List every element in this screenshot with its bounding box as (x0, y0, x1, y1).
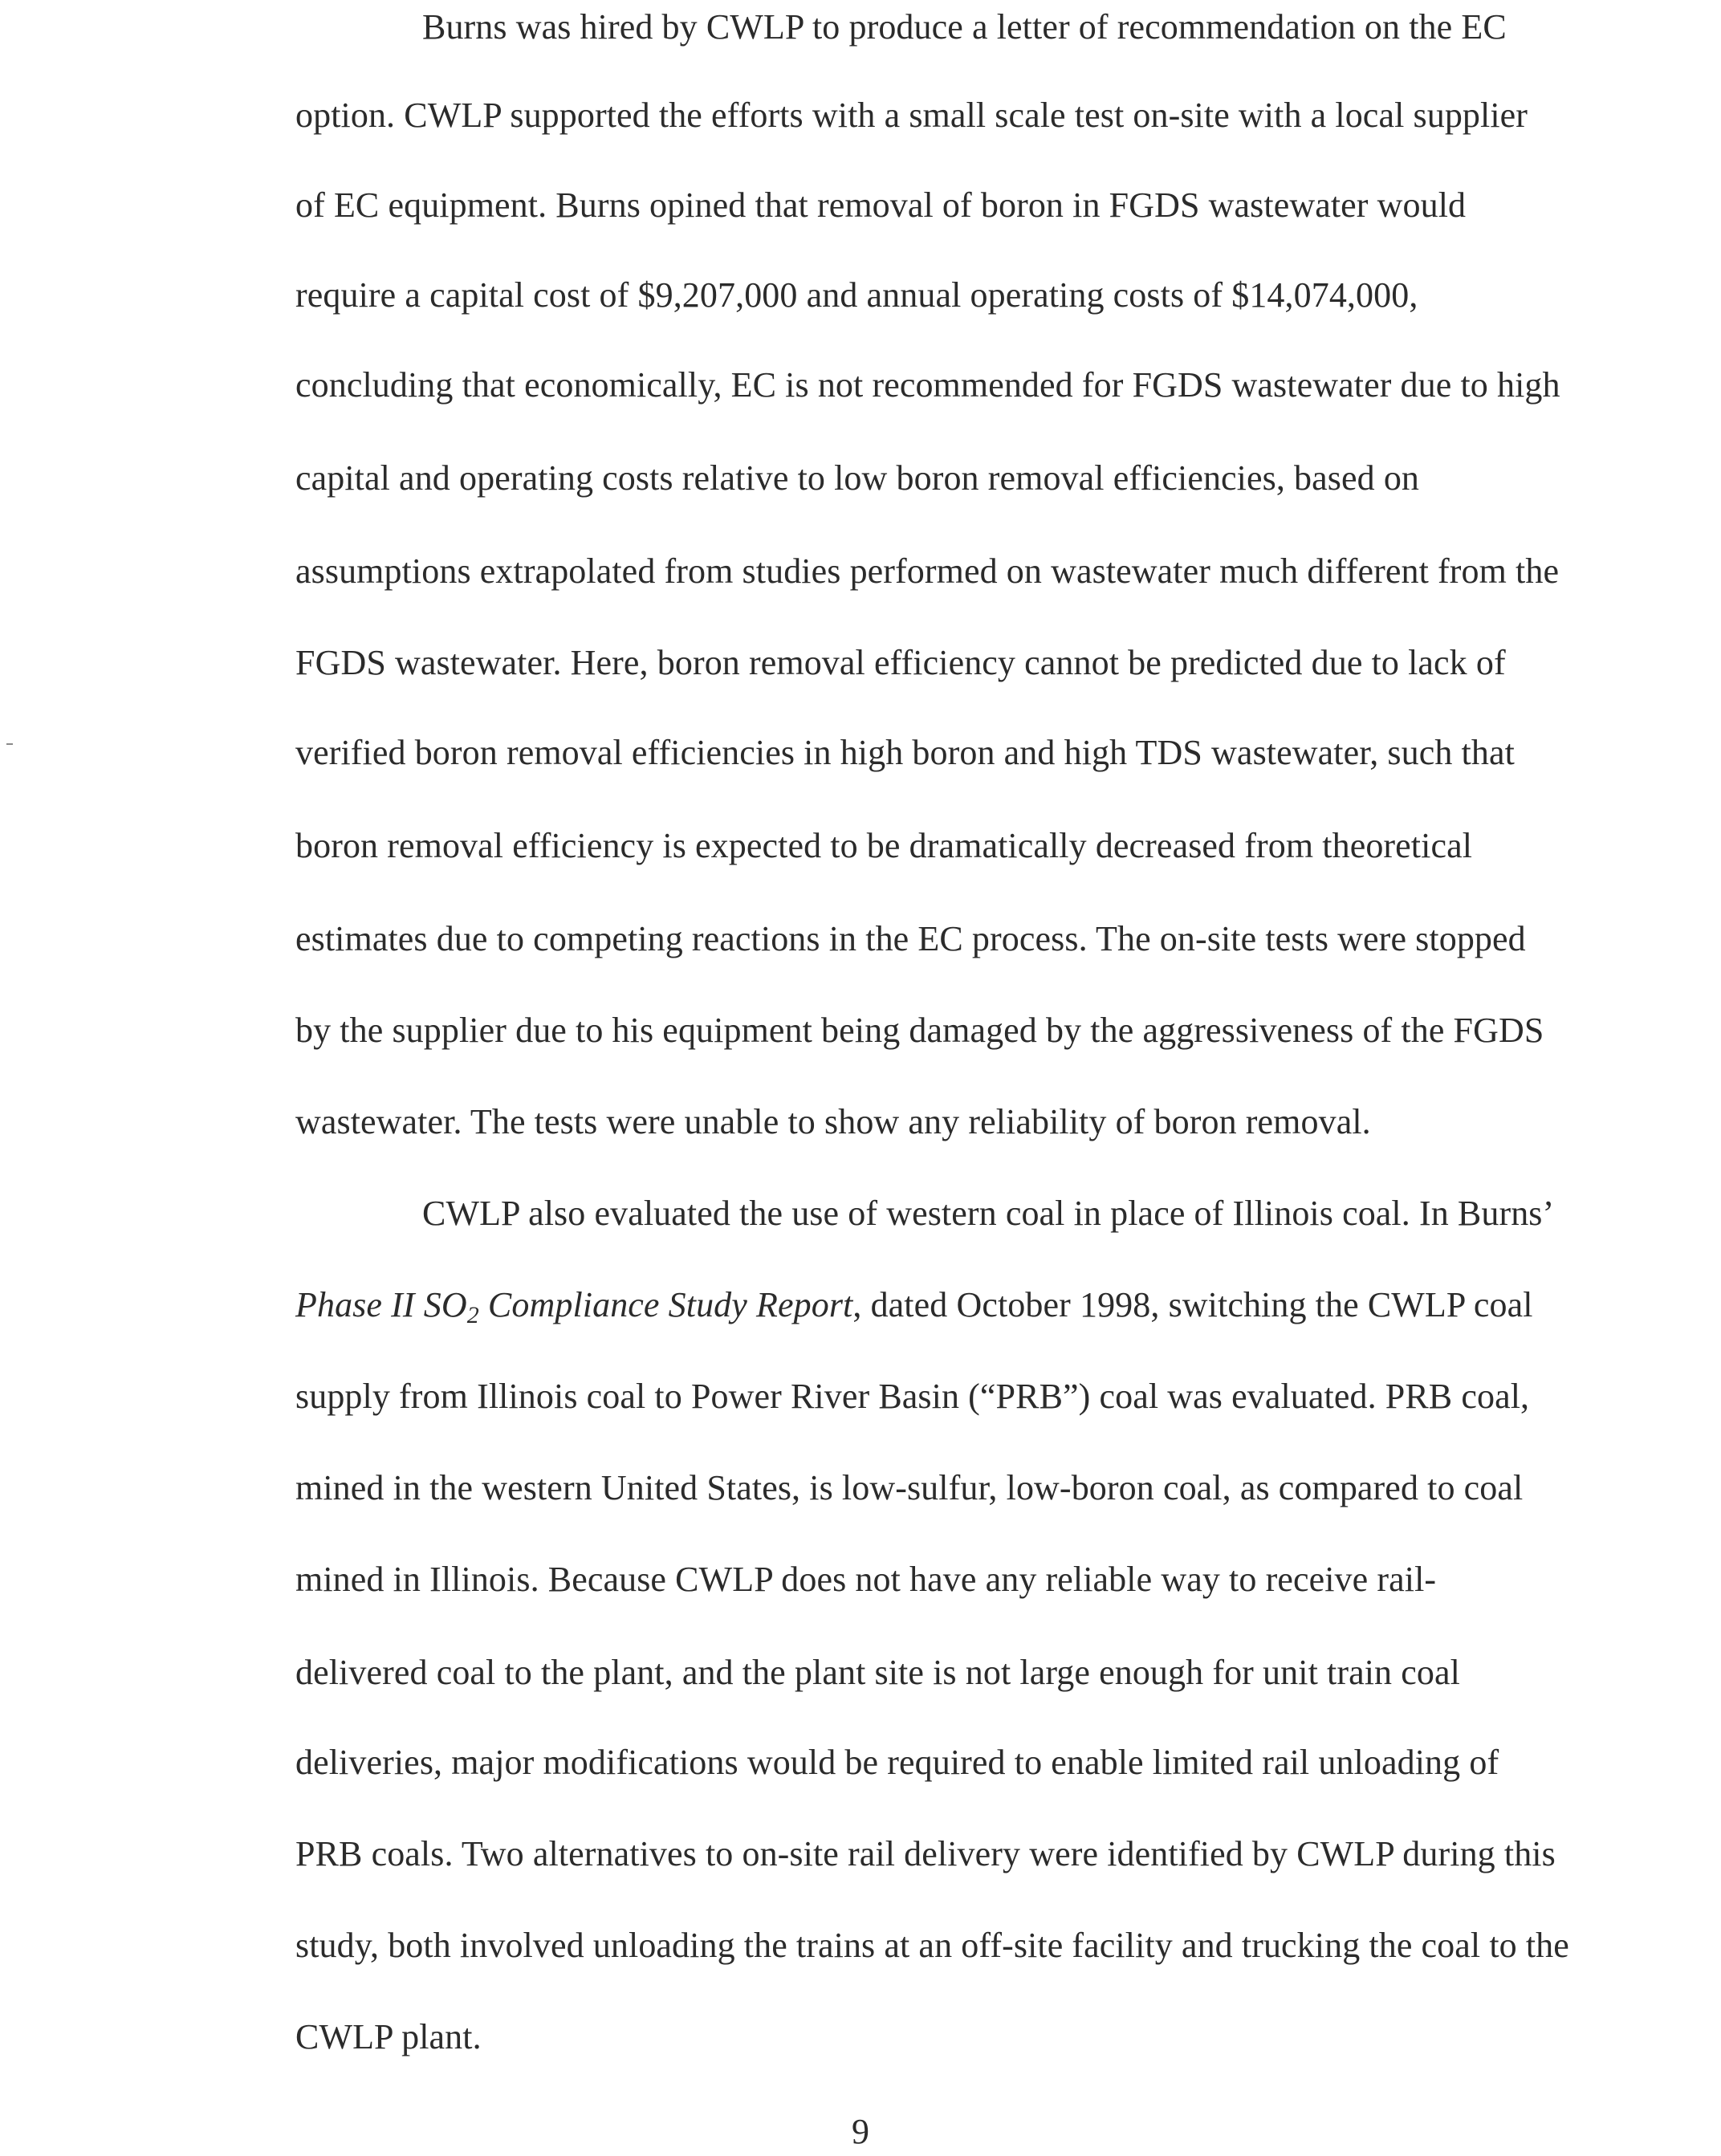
paragraph-2-line-2 (295, 1281, 1533, 1329)
paragraph-1-line-2: option. CWLP supported the efforts with a small scale test on-site with a local supplier (295, 96, 1528, 135)
paragraph-2-line-1: CWLP also evaluated the use of western coal in place of Illinois coal. In Burns’ (422, 1194, 1555, 1233)
paragraph-2-line-7: deliveries, major modifications would be required to enable limited rail unloading of (295, 1743, 1499, 1782)
paragraph-1-line-10: boron removal efficiency is expected to be dramatically decreased from theoretical (295, 826, 1473, 865)
paragraph-2-line-6: delivered coal to the plant, and the plant site is not large enough for unit train coal (295, 1653, 1460, 1692)
paragraph-1-line-1: Burns was hired by CWLP to produce a letter of recommendation on the EC (422, 7, 1507, 47)
paragraph-2-line-10: CWLP plant. (295, 2017, 482, 2056)
paragraph-2-line-5: mined in Illinois. Because CWLP does not have any reliable way to receive rail- (295, 1560, 1437, 1599)
paragraph-1-line-7: assumptions extrapolated from studies performed on wastewater much different from the (295, 551, 1560, 591)
report-title-subscript: 2 (466, 1302, 479, 1328)
report-title (295, 1285, 853, 1328)
paragraph-1-line-5: concluding that economically, EC is not recommended for FGDS wastewater due to high (295, 365, 1560, 405)
paragraph-1-line-6: capital and operating costs relative to low boron removal efficiencies, based on (295, 458, 1420, 498)
paragraph-1-line-3: of EC equipment. Burns opined that removal of boron in FGDS wastewater would (295, 185, 1467, 225)
paragraph-1-line-9: verified boron removal efficiencies in high boron and high TDS wastewater, such that (295, 733, 1515, 772)
paragraph-2-line-3: supply from Illinois coal to Power River Basin (“PRB”) coal was evaluated. PRB coal, (295, 1377, 1530, 1416)
page-number: 9 (852, 2112, 869, 2151)
paragraph-1-line-4: require a capital cost of $9,207,000 and annual operating costs of $14,074,000, (295, 275, 1418, 315)
paragraph-1-line-8: FGDS wastewater. Here, boron removal efficiency cannot be predicted due to lack of (295, 643, 1506, 682)
paragraph-2-line-4: mined in the western United States, is low-sulfur, low-boron coal, as compared to coal (295, 1468, 1524, 1507)
paragraph-1-line-12: by the supplier due to his equipment being damaged by the aggressiveness of the FGDS (295, 1011, 1544, 1050)
paragraph-2-line-2-rest: , dated October 1998, switching the CWLP coal (852, 1285, 1533, 1324)
paragraph-2-line-8: PRB coals. Two alternatives to on-site rail delivery were identified by CWLP during this (295, 1834, 1556, 1873)
paragraph-2-line-9: study, both involved unloading the trains at an off-site facility and trucking the coal to the (295, 1926, 1569, 1965)
report-title-part-b: Compliance Study Report (478, 1285, 853, 1324)
report-title-part-a: Phase II SO (295, 1285, 467, 1324)
paragraph-1-line-13: wastewater. The tests were unable to show any reliability of boron removal. (295, 1102, 1371, 1141)
margin-mark (6, 743, 13, 745)
paragraph-1-line-11: estimates due to competing reactions in the EC process. The on-site tests were stopped (295, 919, 1526, 958)
